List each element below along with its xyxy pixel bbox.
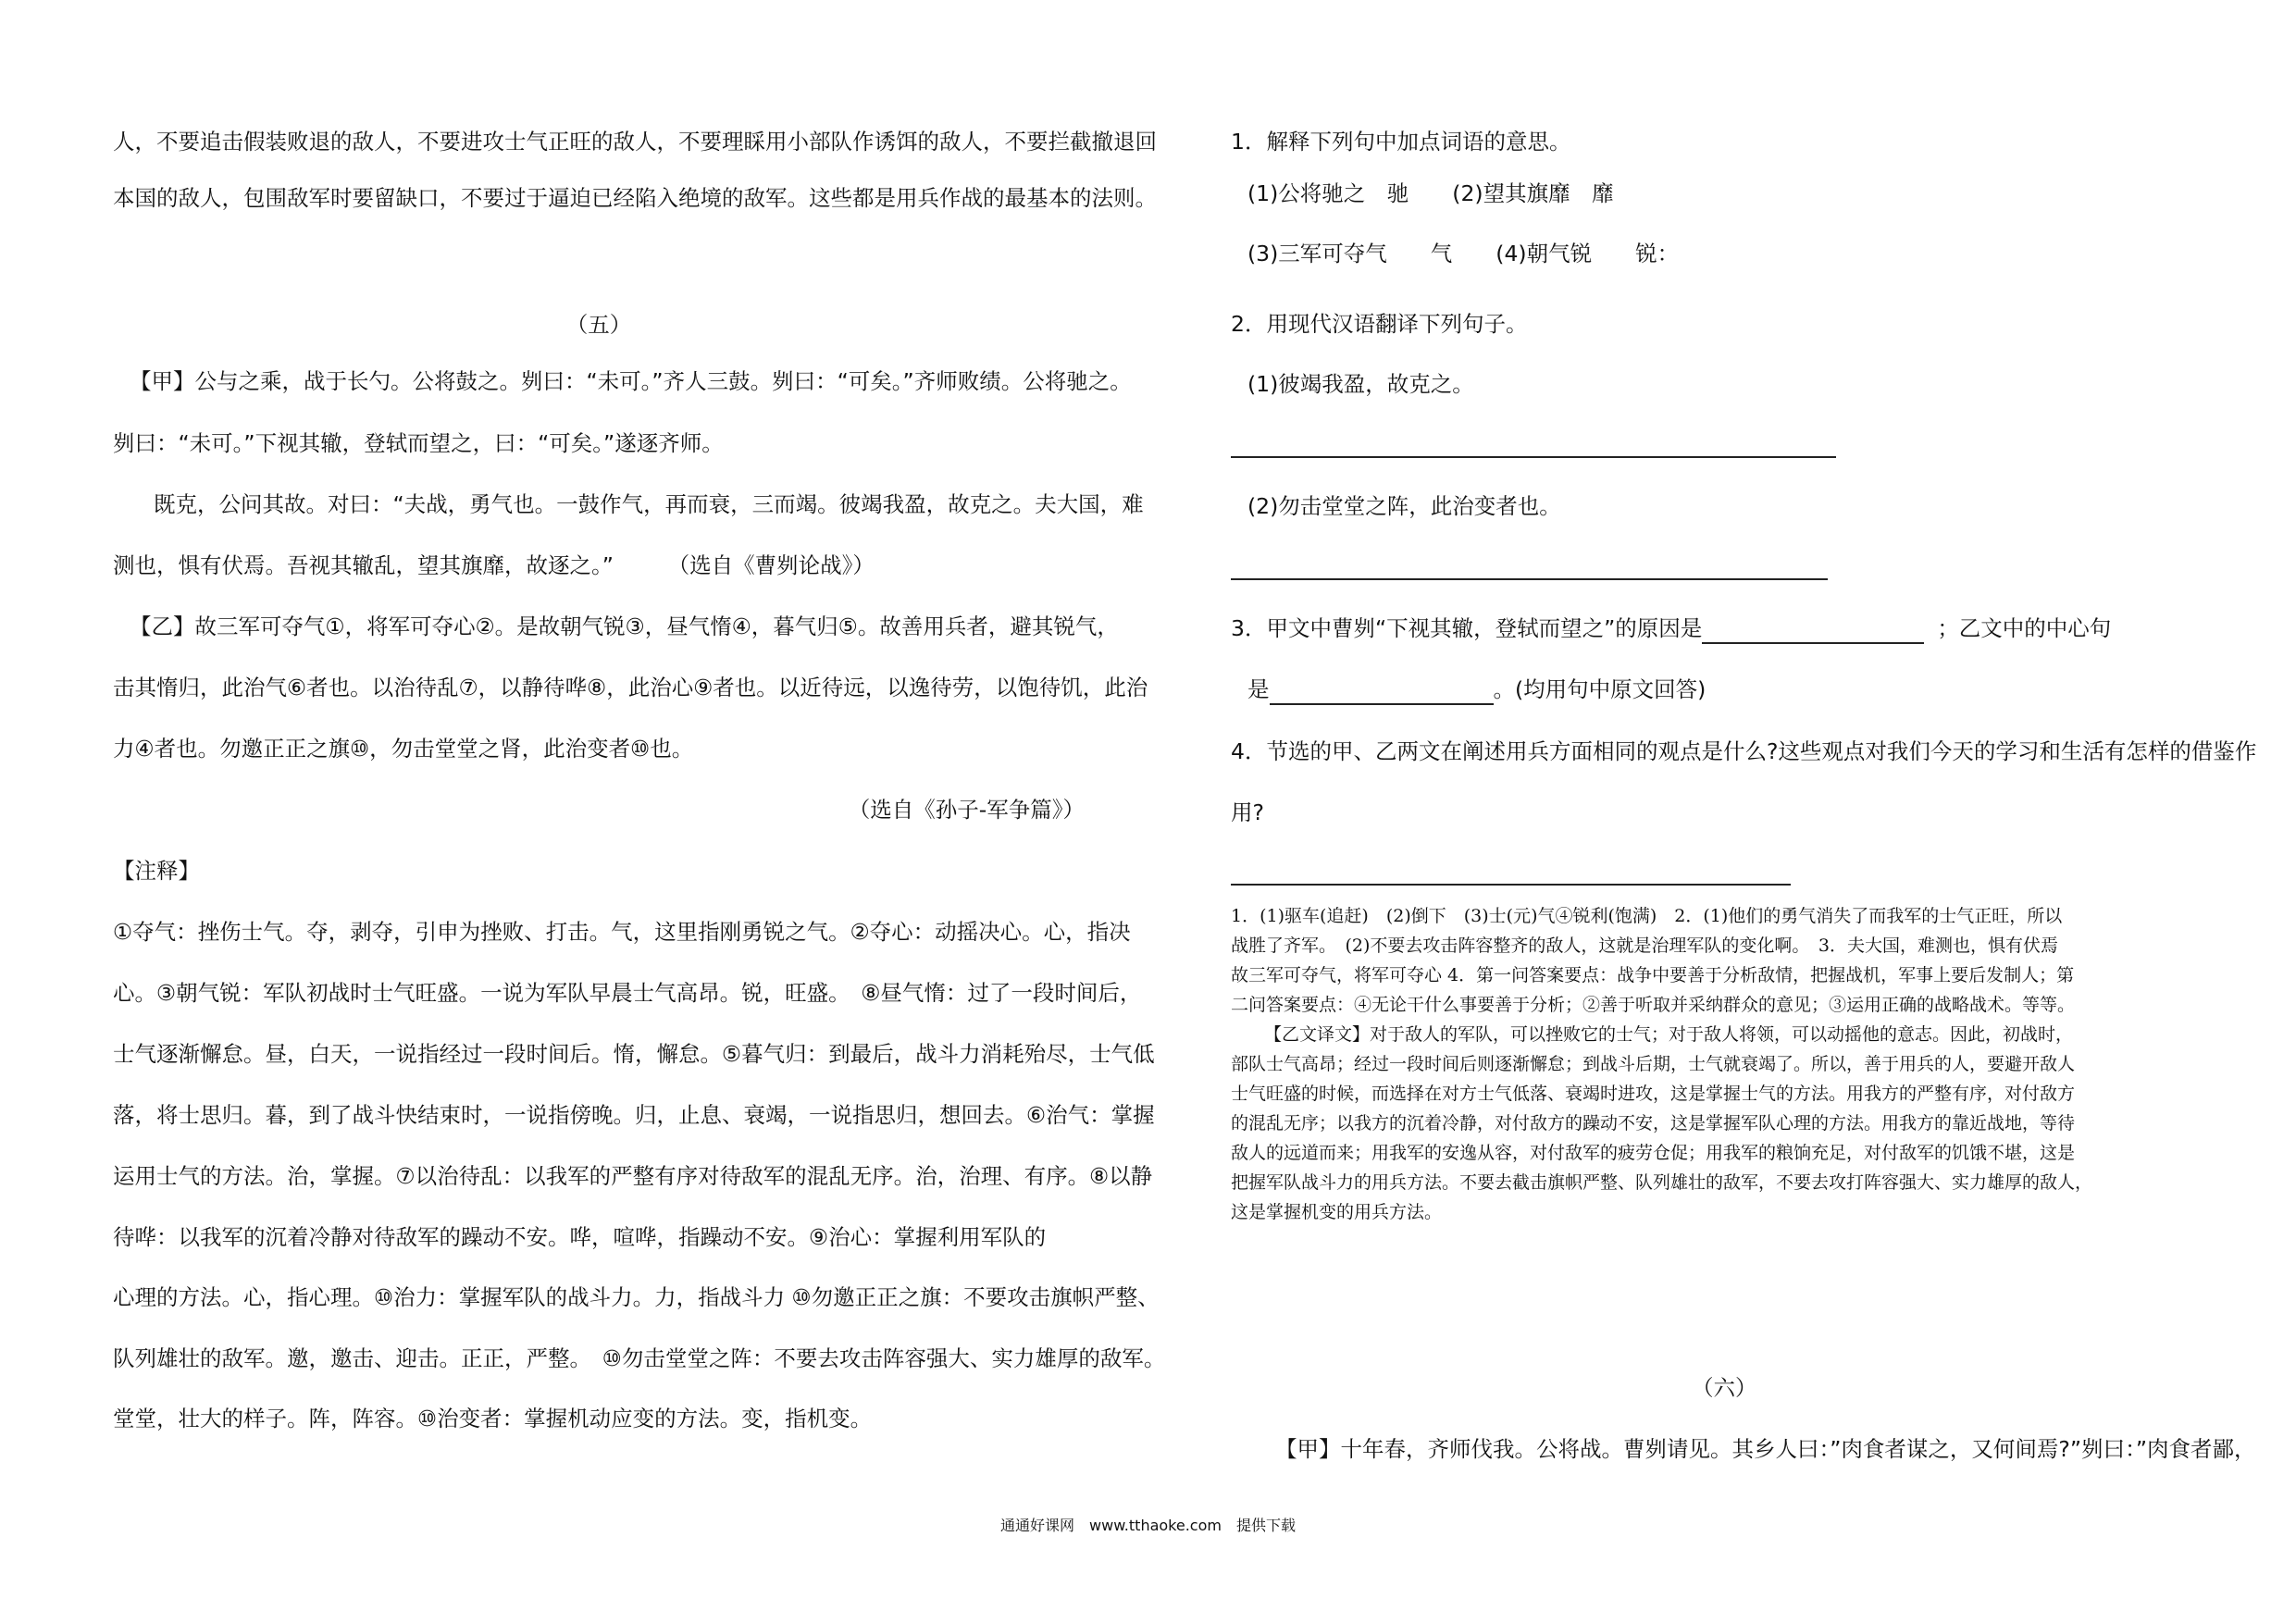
translation-line: 士气旺盛的时候，而选择在对方士气低落、衰竭时进攻，这是掌握士气的方法。用我方的严整有序，对付敌方 bbox=[1231, 1084, 2076, 1104]
answer-blank[interactable] bbox=[1270, 681, 1494, 705]
answer-line-text: 二问答案要点：④无论干什么事要善于分析；②善于听取并采纳群众的意见；③运用正确的战略战术。等等。 bbox=[1231, 995, 2076, 1015]
text-line: 本国的敌人，包围敌军时要留缺口，不要过于逼迫已经陷入绝境的敌军。这些都是用兵作战的最基本的法则。 bbox=[113, 185, 1157, 211]
passage-yi-line: 力④者也。勿邀正正之旗⑩，勿击堂堂之肾，此治变者⑩也。 bbox=[113, 736, 694, 762]
answer-line-text: 战胜了齐军。 (2)不要去攻击阵容整齐的敌人，这就是治理军队的变化啊。 3．夫大国，难测也，惧有伏焉 bbox=[1231, 935, 2059, 956]
passage-jia-line: 【甲】公与之乘，战于长勺。公将鼓之。刿曰：“未可。”齐人三鼓。刿曰：“可矣。”齐师败绩。公将驰之。 bbox=[130, 368, 1132, 394]
passage-jia-line: 测也，惧有伏焉。吾视其辙乱，望其旗靡，故逐之。” （选自《曹刿论战》） bbox=[113, 552, 875, 578]
question-3-text: 是 bbox=[1247, 676, 1270, 702]
passage-yi-line: 击其惰归，此治气⑥者也。以治待乱⑦，以静待哗⑧，此治心⑨者也。以近待远，以逸待劳，以饱待饥，此治 bbox=[113, 675, 1148, 700]
text-line: 人，不要追击假装败退的敌人，不要进攻士气正旺的敌人，不要理睬用小部队作诱饵的敌人，不要拦截撤退回 bbox=[113, 129, 1157, 155]
answer-line[interactable] bbox=[1231, 884, 1791, 886]
question-2-item: (1)彼竭我盈，故克之。 bbox=[1247, 371, 1474, 397]
translation-line: 【乙文译文】对于敌人的军队，可以挫败它的士气；对于敌人将领，可以动摇他的意志。因此，初战时， bbox=[1264, 1024, 2074, 1045]
notes-title: 【注释】 bbox=[113, 858, 200, 884]
section-heading-5: （五） bbox=[565, 312, 632, 338]
source-citation: （选自《孙子-军争篇》） bbox=[848, 797, 1085, 823]
footer-credit: 通通好课网 www.tthaoke.com 提供下载 bbox=[1000, 1517, 1296, 1534]
question-3 bbox=[1247, 674, 1706, 705]
question-3 bbox=[1231, 613, 2111, 644]
note-line: ①夺气：挫伤士气。夺，剥夺，引申为挫败、打击。气，这里指刚勇锐之气。②夺心：动摇决心。心，指决 bbox=[113, 919, 1131, 945]
note-line: 运用士气的方法。治，掌握。⑦以治待乱：以我军的严整有序对待敌军的混乱无序。治，治理、有序。⑧以静 bbox=[113, 1163, 1153, 1189]
answer-blank[interactable] bbox=[1702, 620, 1924, 644]
answer-line[interactable] bbox=[1231, 578, 1828, 580]
translation-line: 这是掌握机变的用兵方法。 bbox=[1231, 1202, 1443, 1222]
note-line: 士气逐渐懈怠。昼，白天，一说指经过一段时间后。惰，懈怠。⑤暮气归：到最后，战斗力消耗殆尽，士气低 bbox=[113, 1041, 1155, 1067]
translation-line: 敌人的远道而来；用我军的安逸从容，对付敌军的疲劳仓促；用我军的粮饷充足，对付敌军的饥饿不堪，这是 bbox=[1231, 1143, 2076, 1163]
question-1-items: (3)三军可夺气 气 (4)朝气锐 锐： bbox=[1247, 241, 1680, 266]
section-heading-6: （六） bbox=[1692, 1375, 1757, 1401]
question-1-items: (1)公将驰之 驰 (2)望其旗靡 靡 bbox=[1247, 180, 1614, 206]
note-line: 心。③朝气锐：军队初战时士气旺盛。一说为军队早晨士气高昂。锐，旺盛。 ⑧昼气惰：过了一段时间后， bbox=[113, 980, 1142, 1006]
answer-line[interactable] bbox=[1231, 456, 1836, 458]
translation-line: 部队士气高昂；经过一段时间后则逐渐懈怠；到战斗后期，士气就衰竭了。所以，善于用兵的人，要避开敌人 bbox=[1231, 1054, 2076, 1074]
note-line: 待哗：以我军的沉着冷静对待敌军的躁动不安。哗，喧哗，指躁动不安。⑨治心：掌握利用军队的 bbox=[113, 1224, 1047, 1250]
question-3-text: 3．甲文中曹刿“下视其辙，登轼而望之”的原因是 bbox=[1231, 615, 1703, 641]
note-line: 队列雄壮的敌军。邀，邀击、迎击。正正，严整。 ⑩勿击堂堂之阵：不要去攻击阵容强大、实力雄厚的敌军。 bbox=[113, 1345, 1166, 1371]
translation-line: 把握军队战斗力的用兵方法。不要去截击旗帜严整、队列雄壮的敌军，不要去攻打阵容强大、实力雄厚的敌人， bbox=[1231, 1172, 2093, 1193]
translation-line: 的混乱无序；以我方的沉着冷静，对付敌方的躁动不安，这是掌握军队心理的方法。用我方的靠近战地，等待 bbox=[1231, 1113, 2076, 1134]
passage-yi-line: 【乙】故三军可夺气①，将军可夺心②。是故朝气锐③，昼气惰④，暮气归⑤。故善用兵者，避其锐气， bbox=[130, 613, 1119, 639]
answer-line-text: 1．(1)驱车(追赶) (2)倒下 (3)士(元)气④锐利(饱满) 2．(1)他们的勇气消失了而我军的士气正旺，所以 bbox=[1231, 906, 2063, 926]
question-4: 4．节选的甲、乙两文在阐述用兵方面相同的观点是什么?这些观点对我们今天的学习和生活有怎样的借鉴作 bbox=[1231, 738, 2257, 764]
question-3-text: ；乙文中的中心句 bbox=[1937, 615, 2112, 641]
question-2-item: (2)勿击堂堂之阵，此治变者也。 bbox=[1247, 493, 1561, 519]
note-line: 心理的方法。心，指心理。⑩治力：掌握军队的战斗力。力，指战斗力 ⑩勿邀正正之旗：不要攻击旗帜严整、 bbox=[113, 1284, 1160, 1310]
passage-jia-line: 【甲】十年春，齐师伐我。公将战。曹刿请见。其乡人曰：”肉食者谋之，又何间焉?”刿曰：”肉食者鄙， bbox=[1275, 1436, 2256, 1462]
note-line: 落，将士思归。暮，到了战斗快结束时，一说指傍晚。归，止息、衰竭，一说指思归，想回去。⑥治气：掌握 bbox=[113, 1102, 1155, 1128]
note-line: 堂堂，壮大的样子。阵，阵容。⑩治变者：掌握机动应变的方法。变，指机变。 bbox=[113, 1406, 873, 1431]
answer-line-text: 故三军可夺气，将军可夺心 4．第一问答案要点：战争中要善于分析敌情，把握战机，军事上要后发制人；第 bbox=[1231, 965, 2075, 985]
question-4: 用? bbox=[1231, 799, 1264, 825]
question-1: 1．解释下列句中加点词语的意思。 bbox=[1231, 129, 1571, 155]
question-3-text: 。(均用句中原文回答) bbox=[1493, 676, 1706, 702]
passage-jia-line: 既克，公问其故。对曰：“夫战，勇气也。一鼓作气，再而衰，三而竭。彼竭我盈，故克之。夫大国，难 bbox=[154, 491, 1144, 517]
passage-jia-line: 刿曰：“未可。”下视其辙，登轼而望之，曰：“可矣。”遂逐齐师。 bbox=[113, 430, 724, 456]
question-2: 2．用现代汉语翻译下列句子。 bbox=[1231, 311, 1528, 337]
